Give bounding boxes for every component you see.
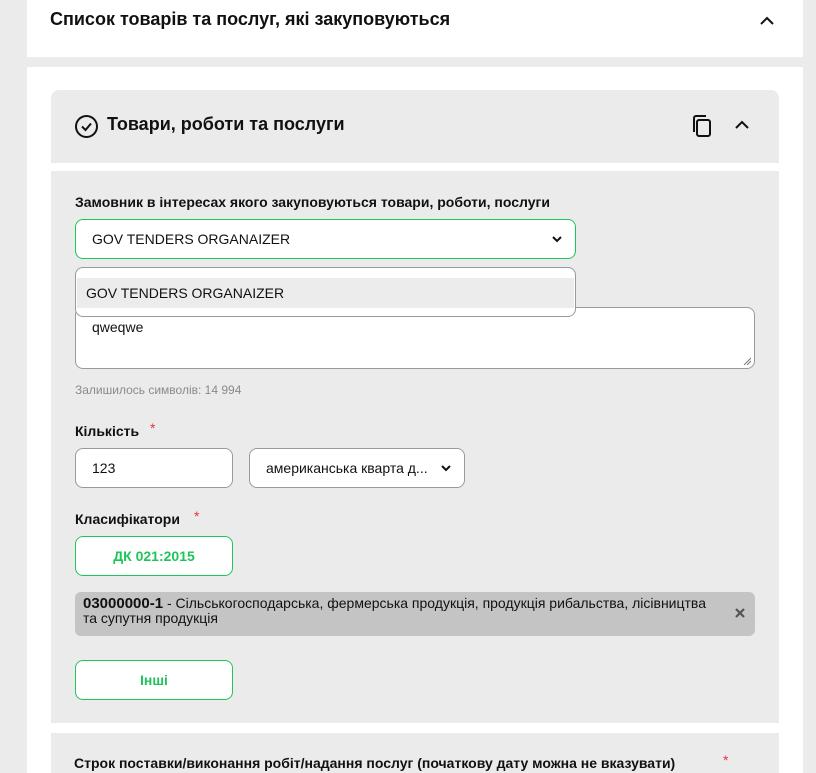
chevron-down-icon — [440, 462, 452, 474]
chars-left-hint: Залишилось символів: 14 994 — [75, 383, 242, 397]
quantity-value: 123 — [92, 460, 116, 476]
customer-dropdown — [75, 267, 576, 317]
goods-section — [51, 90, 779, 723]
others-button[interactable]: Інші — [75, 660, 233, 700]
collapse-section-icon[interactable] — [732, 115, 752, 135]
classifier-code: 03000000-1 — [83, 595, 164, 612]
unit-selected-value: американська кварта д... — [266, 460, 428, 476]
chevron-down-icon — [551, 233, 563, 245]
customer-label: Замовник в інтересах якого закуповуються товари, роботи, послуги — [75, 194, 550, 210]
goods-list-title: Список товарів та послуг, які закуповуються — [50, 9, 451, 29]
customer-select[interactable] — [75, 219, 576, 259]
quantity-input[interactable] — [75, 448, 233, 488]
required-mark: * — [723, 752, 729, 768]
close-icon[interactable] — [734, 607, 746, 619]
dk-021-button[interactable]: ДК 021:2015 — [75, 536, 233, 576]
check-circle-icon — [74, 114, 99, 139]
section-header — [51, 90, 779, 171]
resize-handle-icon[interactable] — [743, 357, 751, 365]
delivery-label: Строк поставки/виконання робіт/надання послуг (початкову дату можна не вказувати) — [74, 755, 676, 771]
selected-classifier-chip — [75, 592, 755, 636]
chevron-up-icon[interactable] — [757, 11, 777, 31]
goods-card — [27, 67, 803, 773]
classifiers-label: Класифікатори — [75, 511, 180, 527]
unit-select[interactable] — [249, 448, 465, 488]
customer-selected-value: GOV TENDERS ORGANAIZER — [92, 231, 291, 247]
classifier-text: - Сільськогосподарська, фермерська продукція, продукція рибальства, лісівництва та супутня продукція — [83, 595, 706, 626]
copy-icon[interactable] — [689, 113, 715, 139]
description-value: qweqwe — [92, 319, 144, 335]
goods-list-card — [27, 0, 803, 57]
dropdown-option[interactable]: GOV TENDERS ORGANAIZER — [77, 278, 574, 308]
quantity-label: Кількість — [75, 423, 140, 439]
required-mark: * — [194, 508, 200, 524]
section-title: Товари, роботи та послуги — [107, 114, 345, 134]
required-mark: * — [150, 420, 156, 436]
